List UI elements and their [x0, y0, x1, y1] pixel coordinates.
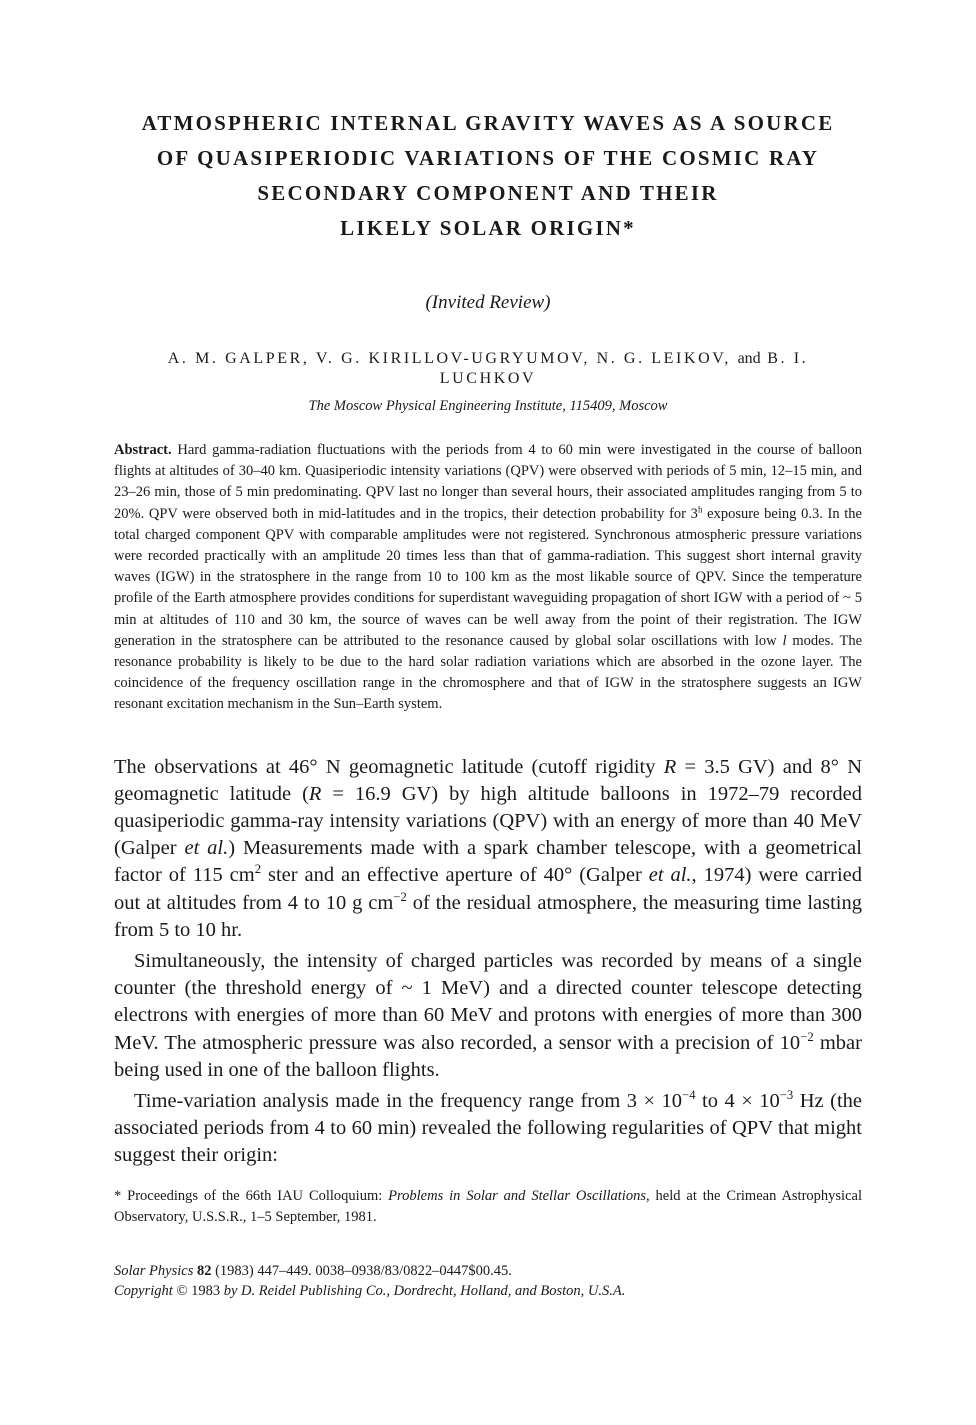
authors-line-2: LUCHKOV	[439, 370, 537, 387]
superscript: −2	[393, 889, 407, 904]
abstract-l-symbol: l	[782, 632, 787, 649]
abstract-sup: h	[697, 504, 703, 515]
title-line: OF QUASIPERIODIC VARIATIONS OF THE COSMIC RAY	[156, 146, 820, 170]
publisher: by D. Reidel Publishing Co., Dordrecht, Holland, and Boston, U.S.A.	[223, 1282, 626, 1299]
colloquium-title: Problems in Solar and Stellar Oscillations	[388, 1187, 646, 1204]
journal-name: Solar Physics	[114, 1262, 194, 1279]
text-run: Hz (the associated periods from 4 to 60 min) revealed the following regularities of QPV that might suggest their origin:	[114, 1090, 862, 1167]
article-title	[114, 106, 862, 246]
abstract-text: exposure being 0.3. In the total charged component QPV with comparable amplitudes were not registered. Synchronous atmospheric pressure variations were recorded practically with an amplitude 20 times less than that of gamma-radiation. This suggest short internal gravity waves (IGW) in the stratosphere in the range from 10 to 100 km as the most likable source of QPV. Since the temperature profile of the Earth atmosphere provides conditions for superdistant waveguiding propagation of short IGW with a period of ~ 5 min at altitudes of 110 and 30 km, the source of waves can be well away from the point of their registration. The IGW generation in the stratosphere can be attributed to the resonance caused by global solar oscillations with low	[114, 505, 862, 649]
text-run: ) Measurements made with a spark chamber telescope, with a geometrical factor of 115 cm	[114, 837, 862, 887]
body-text	[114, 754, 862, 1170]
text-run: The observations at 46° N geomagnetic latitude (cutoff rigidity	[114, 755, 664, 778]
copyright-label: Copyright	[114, 1282, 177, 1299]
journal-info	[114, 1261, 862, 1301]
copyright-year: 1983	[187, 1282, 224, 1299]
text-run: , held at the Crimean Astrophysical Observatory, U.S.S.R., 1–5 September, 1981.	[114, 1187, 862, 1225]
author-list	[114, 349, 862, 389]
affiliation: The Moscow Physical Engineering Institute, 115409, Moscow	[308, 398, 668, 414]
title-line: SECONDARY COMPONENT AND THEIR	[257, 181, 719, 205]
title-line: LIKELY SOLAR ORIGIN*	[340, 216, 636, 240]
symbol-r: R	[308, 782, 322, 805]
text-run: = 16.9 GV) by high altitude balloons in 1972–79 recorded quasiperiodic gamma-ray intensity variations (QPV) with an energy of more than 40 MeV (Galper	[114, 782, 862, 860]
copyright-line	[114, 1281, 862, 1301]
citation-etal: et al.	[648, 864, 692, 887]
journal-details: (1983) 447–449. 0038–0938/83/0822–0447$00.45.	[211, 1262, 512, 1279]
superscript: −3	[779, 1088, 794, 1103]
abstract	[114, 440, 862, 716]
text-run: Simultaneously, the intensity of charged particles was recorded by means of a single counter (the threshold energy of ~ 1 MeV) and a directed counter telescope detecting electrons with energies of more than 60 MeV and protons with energies of more than 300 MeV. The atmospheric pressure was also recorded, a sensor with a precision of 10	[114, 950, 862, 1054]
text-run: to 4 × 10	[695, 1090, 780, 1113]
text-run: * Proceedings of the 66th IAU Colloquium:	[114, 1187, 389, 1204]
authors-and: and	[737, 350, 761, 367]
abstract-label: Abstract.	[114, 442, 172, 458]
article-subtitle: (Invited Review)	[425, 292, 551, 313]
text-run: of the residual atmosphere, the measuring time lasting from 5 to 10 hr.	[114, 891, 862, 941]
paragraph-3	[114, 1088, 862, 1170]
text-run: = 3.5 GV) and 8° N geomagnetic latitude (	[114, 755, 862, 805]
abstract-text: Hard gamma-radiation fluctuations with the periods from 4 to 60 min were investigated in the course of balloon flights at altitudes of 30–40 km. Quasiperiodic intensity variations (QPV) were observed with periods of 5 min, 12–15 min, and 23–26 min, those of 5 min predominating. QPV last no longer than several hours, their associated amplitudes ranging from 5 to 20%. QPV were observed both in mid-latitudes and in the tropics, their detection probability for 3	[114, 442, 862, 522]
citation-etal: et al.	[184, 837, 229, 860]
abstract-text: modes. The resonance probability is likely to be due to the hard solar radiation variations which are absorbed in the ozone layer. The coincidence of the frequency oscillation range in the chromosphere and that of IGW in the stratosphere suggests an IGW resonant excitation mechanism in the Sun–Earth system.	[114, 632, 863, 713]
text-run: ster and an effective aperture of 40° (Galper	[261, 864, 649, 887]
text-run: , 1974) were carried out at altitudes from 4 to 10 g cm	[114, 864, 862, 914]
superscript: 2	[254, 862, 262, 877]
footnote	[114, 1186, 862, 1228]
superscript: −4	[682, 1088, 696, 1103]
authors-line-1-end: B. I.	[767, 350, 809, 367]
paragraph-2	[114, 948, 862, 1084]
journal-volume: 82	[196, 1262, 212, 1279]
journal-citation	[114, 1261, 862, 1281]
paragraph-1	[114, 754, 862, 944]
text-run: mbar being used in one of the balloon flights.	[114, 1031, 862, 1081]
authors-line-1: A. M. GALPER, V. G. KIRILLOV-UGRYUMOV, N. G. LEIKOV,	[167, 350, 731, 367]
superscript: −2	[800, 1029, 814, 1044]
title-line: ATMOSPHERIC INTERNAL GRAVITY WAVES AS A SOURCE	[141, 111, 835, 135]
text-run: Time-variation analysis made in the frequency range from 3 × 10	[134, 1090, 683, 1113]
article-page	[114, 106, 862, 1301]
symbol-r: R	[663, 755, 677, 778]
copyright-symbol: ©	[176, 1282, 188, 1299]
